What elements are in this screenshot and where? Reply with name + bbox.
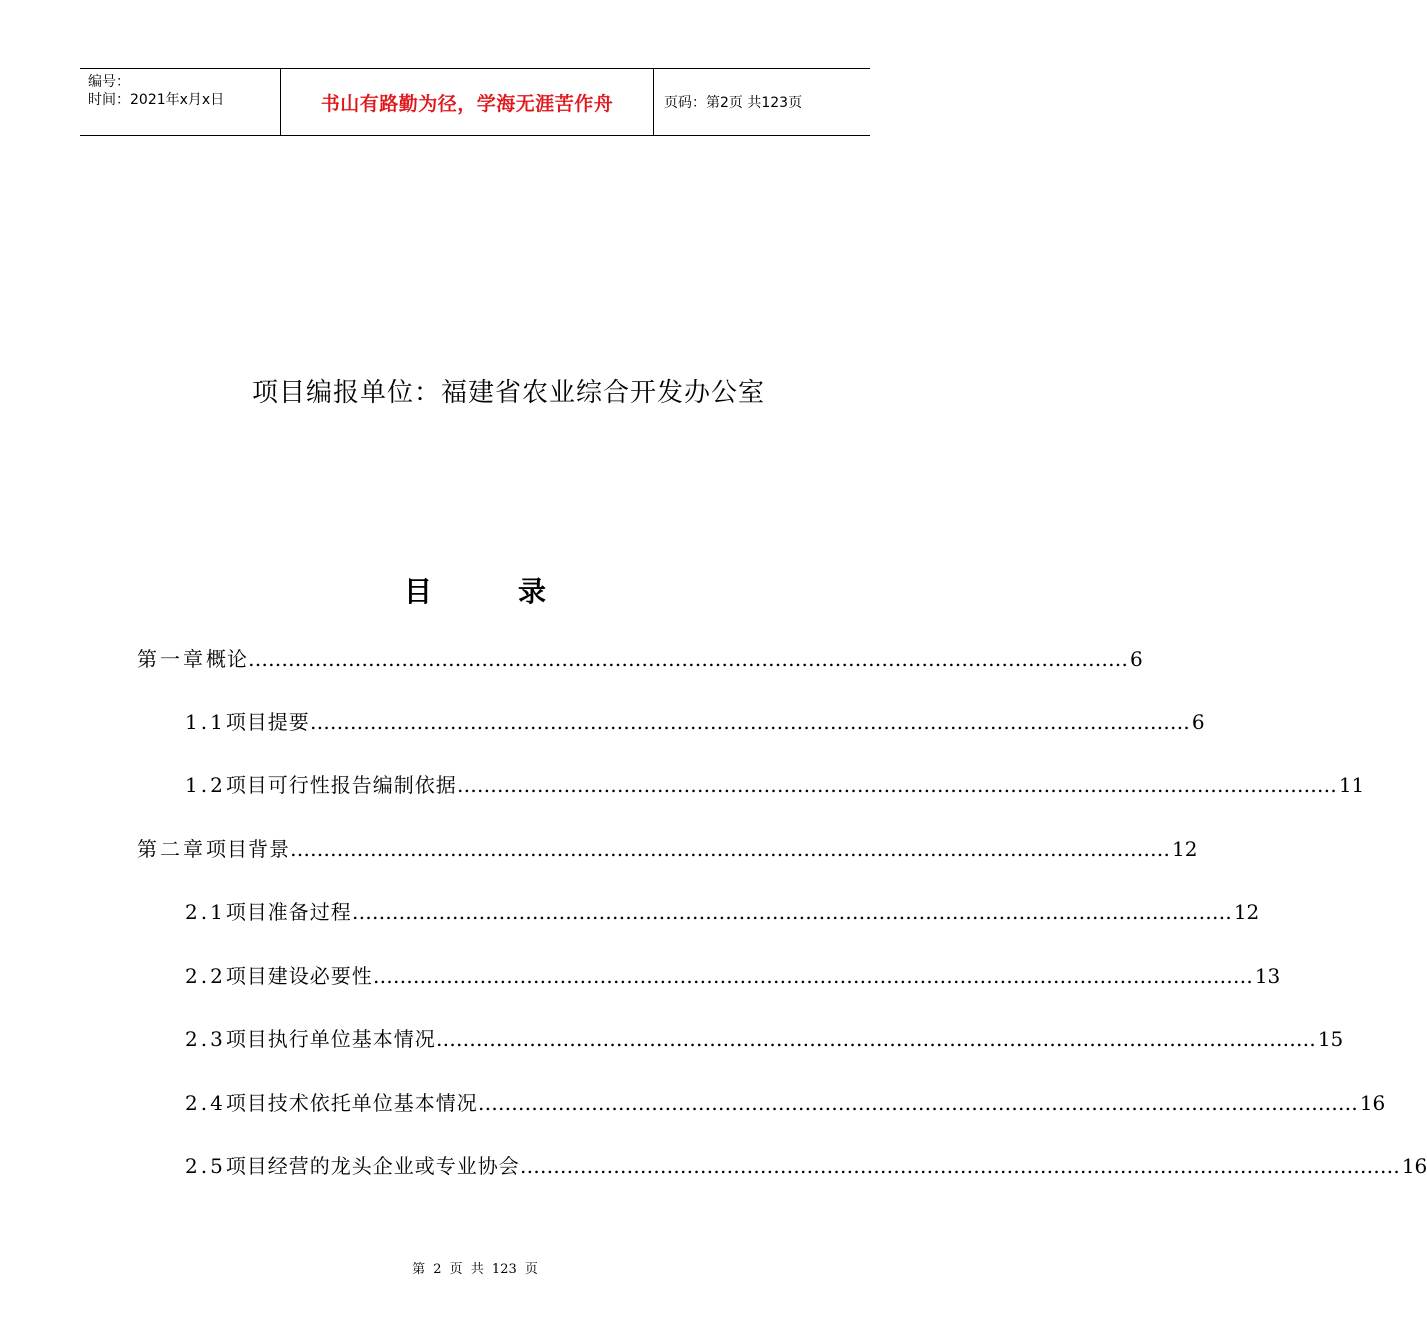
toc-leader-dots: …………………………………………………………………………………………………………………… [372, 964, 1253, 988]
toc-entry-page: 15 [1317, 1027, 1344, 1051]
toc-entry-label: 项目提要 [225, 710, 310, 734]
toc-entry[interactable] [185, 706, 1205, 736]
header-table [80, 68, 870, 136]
toc-title [0, 570, 950, 610]
project-unit: 项目编报单位：福建省农业综合开发办公室 [252, 378, 766, 408]
page-footer: 第 2 页 共 123 页 [412, 1262, 538, 1277]
toc-entry-number: 第二章 [137, 837, 206, 861]
toc-leader-dots: …………………………………………………………………………………………………………………… [477, 1091, 1358, 1115]
toc-entry[interactable] [185, 1023, 1344, 1053]
toc-entry-label: 项目执行单位基本情况 [225, 1027, 436, 1051]
toc-entry-number: 2.5 [185, 1154, 226, 1178]
toc-entry-page: 13 [1254, 964, 1281, 988]
toc-entry-page: 12 [1172, 837, 1198, 861]
header-page-info: 页码：第2页 共123页 [664, 95, 803, 111]
toc-title-part2: 录 [518, 575, 547, 608]
toc-title-part1: 目 [403, 575, 432, 608]
toc-entry-label: 项目经营的龙头企业或专业协会 [225, 1154, 520, 1178]
toc-entry-number: 第一章 [137, 647, 206, 671]
toc-entry[interactable] [185, 769, 1365, 799]
toc-entry-label: 项目准备过程 [225, 900, 352, 924]
header-meta-cell [80, 69, 281, 135]
toc-entry[interactable] [137, 833, 1198, 863]
toc-entry-page: 11 [1338, 773, 1365, 797]
toc-entry-number: 1.1 [185, 710, 226, 734]
header-time-label: 时间：2021年x月x日 [88, 92, 225, 108]
toc-leader-dots: …………………………………………………………………………………………………………………… [351, 900, 1232, 924]
header-motto: 书山有路勤为径，学海无涯苦作舟 [281, 69, 654, 135]
header-number-label: 编号： [88, 74, 130, 90]
toc-leader-dots: …………………………………………………………………………………………………………………… [248, 647, 1128, 671]
toc-entry-page: 16 [1359, 1091, 1386, 1115]
toc-leader-dots: …………………………………………………………………………………………………………………… [309, 710, 1190, 734]
toc-entry-page: 6 [1130, 647, 1143, 671]
toc-leader-dots: …………………………………………………………………………………………………………………… [519, 1154, 1400, 1178]
toc-entry-page: 6 [1191, 710, 1205, 734]
toc-entry-number: 2.1 [185, 900, 226, 924]
toc-leader-dots: …………………………………………………………………………………………………………………… [435, 1027, 1316, 1051]
toc-entry-label: 项目背景 [206, 837, 290, 861]
toc-entry-number: 1.2 [185, 773, 226, 797]
toc-entry[interactable] [185, 896, 1260, 926]
toc-entry-number: 2.4 [185, 1091, 226, 1115]
toc-entry-label: 项目技术依托单位基本情况 [225, 1091, 478, 1115]
toc-entry[interactable] [185, 1150, 1427, 1180]
toc-entry-label: 概论 [206, 647, 248, 671]
toc-entry-page: 12 [1233, 900, 1260, 924]
toc-entry[interactable] [137, 643, 1143, 673]
toc-entry-number: 2.3 [185, 1027, 226, 1051]
toc-leader-dots: …………………………………………………………………………………………………………………… [290, 837, 1170, 861]
toc-entry[interactable] [185, 960, 1281, 990]
toc-leader-dots: …………………………………………………………………………………………………………………… [456, 773, 1337, 797]
toc-entry-page: 16 [1401, 1154, 1427, 1178]
toc-entry-number: 2.2 [185, 964, 226, 988]
toc-entry-label: 项目可行性报告编制依据 [225, 773, 457, 797]
toc-entry[interactable] [185, 1087, 1386, 1117]
toc-entry-label: 项目建设必要性 [225, 964, 373, 988]
